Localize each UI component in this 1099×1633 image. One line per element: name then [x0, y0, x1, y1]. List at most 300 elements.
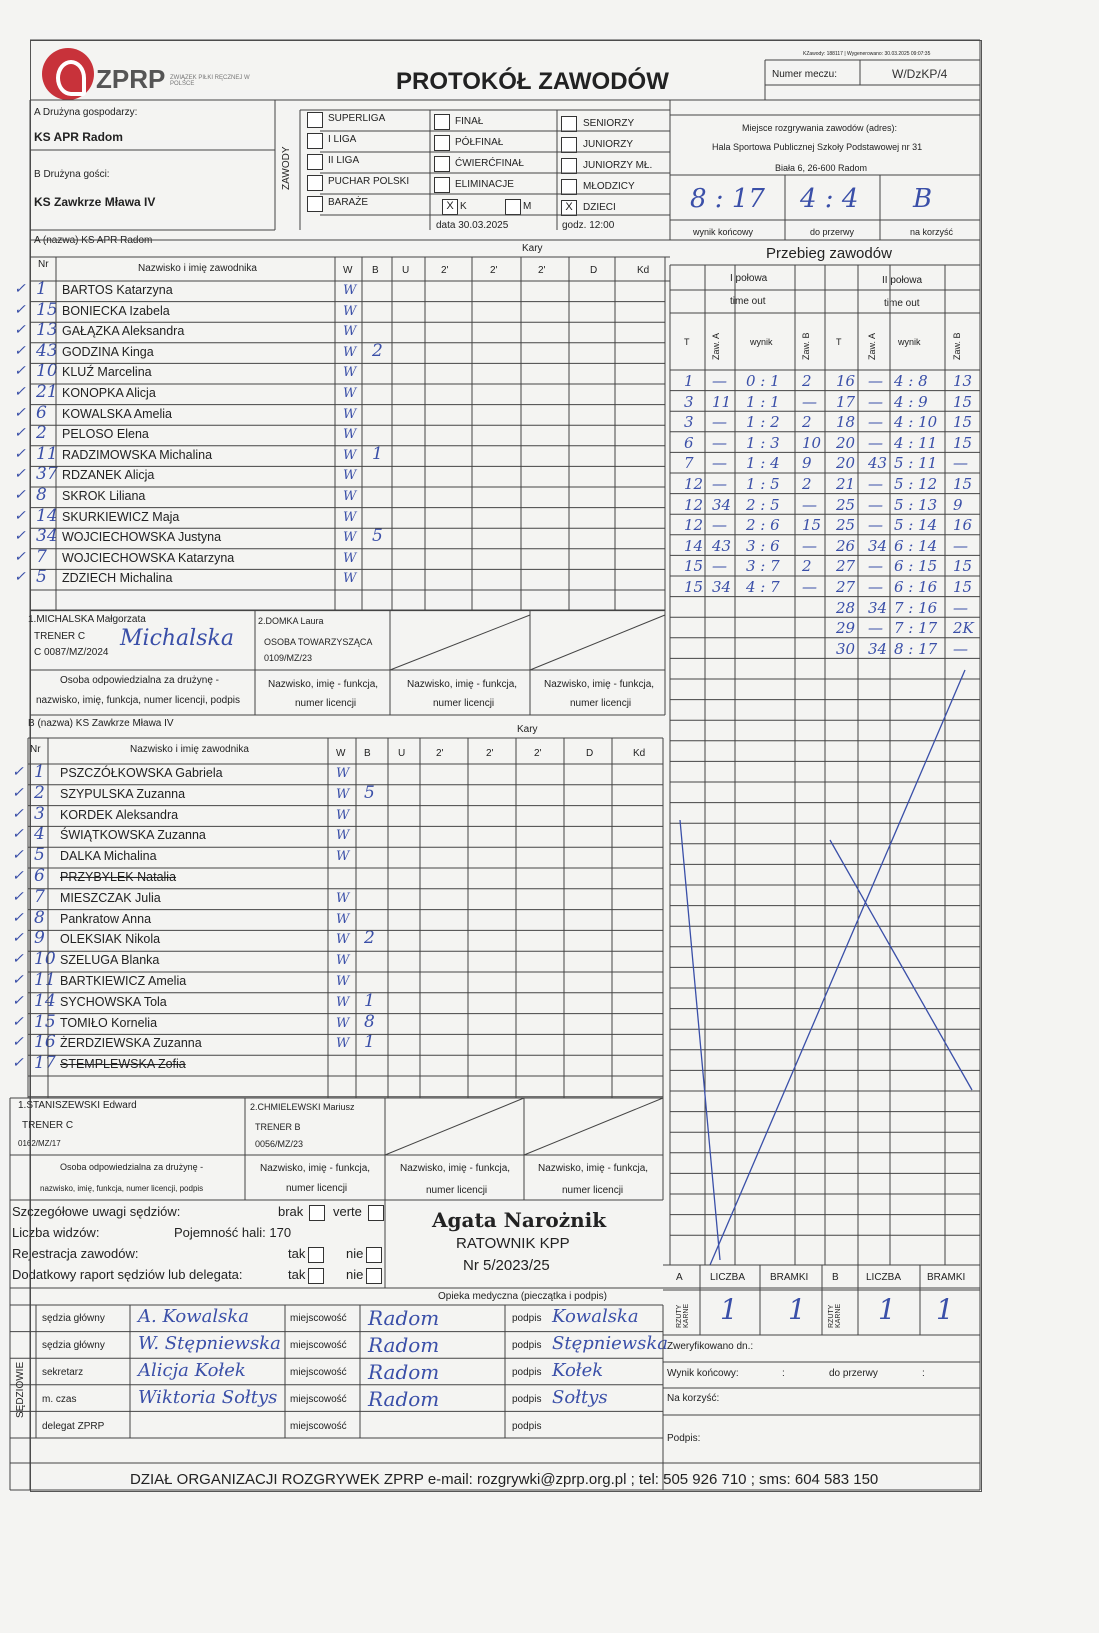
progress-cell-1-6: 4 : 9 [894, 392, 928, 411]
team_a-player-name-4: KLUŹ Marcelina [62, 365, 152, 380]
team_b-player-b-11: 1 [364, 990, 375, 1011]
referee-role-2: sekretarz [42, 1367, 84, 1378]
progress-cell-2-2: 1 : 2 [746, 413, 780, 432]
progress-col-header-0: T [684, 337, 690, 347]
progress-cell-11-7: — [953, 598, 968, 617]
team_b-check-12: ✓ [12, 1013, 24, 1030]
verified-half-label: do przerwy [829, 1368, 878, 1379]
registration-nie-label: nie [346, 1246, 364, 1261]
progress-cell-8-7: — [953, 536, 968, 555]
progress-cell-7-3: 15 [802, 516, 822, 535]
progress-cell-10-5: — [868, 578, 883, 596]
progress-cell-9-4: 27 [836, 557, 856, 576]
team_a-col-1: B [372, 265, 379, 276]
half1-label: I połowa [730, 273, 768, 284]
penalty-b-liczba-label: LICZBA [866, 1272, 902, 1283]
team_a-player-nr-10: 8 [36, 485, 47, 505]
progress-cell-3-4: 20 [836, 433, 856, 452]
team_a-player-nr-9: 37 [36, 464, 58, 485]
progress-cell-2-0: 3 [684, 413, 694, 432]
penalty-a-label: A [676, 1272, 683, 1283]
referee-name-1: W. Stępniewska [138, 1333, 281, 1354]
team_a-check-10: ✓ [14, 487, 26, 503]
team_b-player-w-0: W [336, 766, 350, 781]
team_b-check-9: ✓ [12, 951, 24, 968]
referee-sign-1: Stępniewska [552, 1333, 669, 1354]
page-title: PROTOKÓŁ ZAWODÓW [396, 68, 669, 95]
referee-sign-label-4: podpis [512, 1421, 542, 1432]
team_b-player-name-2: KORDEK Aleksandra [60, 807, 179, 822]
competition-col2-label-0: FINAŁ [455, 116, 484, 127]
progress-col-header-5: Zaw. A [867, 332, 877, 360]
team_a-player-nr-8: 11 [36, 443, 58, 464]
team-a-official1-role: TRENER C [34, 631, 86, 642]
host-label: A Drużyna gospodarzy: [34, 107, 138, 118]
team_b-player-b-12: 8 [364, 1011, 375, 1032]
final-score-label: wynik końcowy [693, 227, 754, 237]
team_b-player-nr-3: 4 [34, 824, 45, 845]
progress-cell-8-2: 3 : 6 [746, 536, 780, 555]
team_a-player-name-9: RDZANEK Alicja [62, 468, 155, 483]
progress-cell-10-7: 15 [953, 578, 973, 596]
team_b-check-2: ✓ [12, 805, 24, 822]
referee-place-2: Radom [368, 1360, 440, 1384]
guest-name: KS Zawkrze Mława IV [34, 195, 156, 209]
progress-cell-13-4: 30 [836, 639, 856, 658]
match-no: W/DzKP/4 [892, 67, 948, 81]
team_b-col-6: D [586, 748, 594, 759]
registration-tak-label: tak [288, 1246, 306, 1261]
progress-col-header-1: Zaw. A [711, 332, 721, 360]
referee-place-label-1: miejscowość [290, 1340, 347, 1351]
remarks-brak-label: brak [278, 1204, 304, 1219]
team-a-other-label-1: Nazwisko, imię - funkcja, [268, 679, 379, 690]
team_a-player-name-2: GAŁĄZKA Aleksandra [62, 324, 185, 339]
competition-col1-label-1: I LIGA [328, 134, 357, 145]
team_a-check-3: ✓ [14, 342, 26, 359]
progress-cell-9-6: 6 : 15 [894, 557, 938, 576]
progress-cell-10-6: 6 : 16 [894, 578, 938, 596]
team_b-player-nr-2: 3 [34, 803, 45, 824]
team_a-player-w-7: W [343, 427, 357, 443]
team_b-player-nr-0: 1 [34, 762, 45, 782]
logo-text: ZPRP [96, 64, 166, 94]
medic-number: Nr 5/2023/25 [463, 1257, 550, 1274]
progress-cell-7-7: 16 [953, 516, 973, 535]
verified-final-label: Wynik końcowy: [667, 1368, 739, 1379]
team-a-official1-signature: Michalska [120, 626, 234, 651]
team_b-check-6: ✓ [12, 888, 24, 905]
progress-cell-6-4: 25 [836, 495, 856, 514]
team_b-player-b-1: 5 [364, 782, 375, 803]
team_a-player-nr-14: 5 [36, 567, 47, 588]
progress-col-header-6: wynik [898, 337, 921, 347]
progress-cell-3-6: 4 : 11 [894, 433, 938, 452]
referees-vertical-label: SĘDZIOWIE [15, 1361, 26, 1418]
report-tak-label: tak [288, 1267, 306, 1282]
team_a-check-0: ✓ [14, 281, 26, 297]
team_a-player-name-13: WOJCIECHOWSKA Katarzyna [62, 550, 235, 565]
verified-half-colon: : [922, 1368, 925, 1379]
team_a-col-0: W [343, 265, 353, 276]
referee-name-0: A. Kowalska [138, 1306, 250, 1327]
team-b-name-label: Nazwisko i imię zawodnika [130, 744, 249, 755]
competition-k-checkbox[interactable]: X [442, 199, 458, 215]
team_a-player-w-8: W [343, 447, 357, 463]
progress-cell-10-0: 15 [684, 578, 704, 596]
team_a-player-nr-6: 6 [36, 402, 47, 423]
team_b-col-5: 2' [534, 748, 542, 759]
team_b-player-nr-6: 7 [34, 886, 45, 907]
progress-cell-6-3: — [802, 495, 817, 514]
timeout-label-1: time out [730, 296, 766, 307]
competition-col3-label-4: DZIECI [583, 202, 616, 213]
team_a-player-name-12: WOJCIECHOWSKA Justyna [62, 530, 222, 545]
team_a-player-w-3: W [343, 344, 357, 360]
referee-place-label-4: miejscowość [290, 1421, 347, 1432]
progress-cell-9-5: — [868, 557, 883, 576]
progress-cell-6-6: 5 : 13 [894, 495, 938, 514]
referee-place-label-0: miejscowość [290, 1313, 347, 1324]
penalty-a-bramki: 1 [788, 1293, 806, 1326]
team_b-col-3: 2' [436, 748, 444, 759]
progress-cell-2-6: 4 : 10 [894, 413, 938, 432]
progress-cell-5-2: 1 : 5 [746, 475, 780, 493]
team_a-player-b-3: 2 [372, 340, 383, 361]
team_a-player-nr-5: 21 [36, 382, 58, 402]
team-b-official1-name: 1.STANISZEWSKI Edward [18, 1100, 137, 1111]
referee-sign-3: Sołtys [552, 1387, 608, 1408]
team_a-player-name-6: KOWALSKA Amelia [62, 406, 172, 421]
winner-label: na korzyść [910, 227, 954, 237]
progress-cell-5-4: 21 [836, 475, 856, 493]
penalty-b-bramki: 1 [936, 1293, 954, 1326]
penalty-b-liczba: 1 [878, 1293, 896, 1326]
team_a-player-w-13: W [343, 550, 357, 566]
progress-cell-4-3: 9 [802, 454, 812, 473]
progress-cell-4-0: 7 [684, 454, 694, 473]
team-a-other-sub-1: numer licencji [295, 698, 357, 709]
progress-cell-11-4: 28 [836, 598, 856, 617]
team_b-player-nr-10: 11 [34, 970, 56, 990]
progress-cell-4-7: — [953, 454, 968, 473]
competition-m-label: M [523, 201, 532, 212]
progress-cell-3-7: 15 [953, 433, 973, 452]
team_b-player-name-3: ŚWIĄTKOWSKA Zuzanna [60, 828, 206, 843]
medic-role: RATOWNIK KPP [456, 1235, 570, 1252]
venue-label: Miejsce rozgrywania zawodów (adres): [742, 123, 898, 133]
footer: DZIAŁ ORGANIZACJI ROZGRYWEK ZPRP e-mail: rozgrywki@zprp.org.pl ; tel: 505 926 710 ; sms: 604 583 150 [130, 1471, 879, 1488]
team_b-player-nr-8: 9 [34, 928, 45, 949]
competition-k-label: K [460, 201, 467, 212]
progress-cell-0-4: 16 [836, 372, 856, 390]
progress-cell-10-4: 27 [836, 578, 856, 596]
progress-cell-5-0: 12 [684, 475, 704, 493]
team_b-player-name-5: PRZYBYLEK Natalia [60, 870, 177, 884]
team_b-check-13: ✓ [12, 1034, 24, 1051]
team_b-player-b-8: 2 [364, 928, 375, 949]
guest-label: B Drużyna gości: [34, 169, 110, 180]
team_a-check-13: ✓ [14, 548, 26, 565]
competition-col2-label-3: ELIMINACJE [455, 179, 514, 190]
competition-col3-label-0: SENIORZY [583, 118, 635, 129]
progress-cell-7-1: — [712, 516, 727, 535]
team-b-resp-label: Osoba odpowiedzialna za drużynę - [60, 1162, 204, 1172]
team_b-player-w-12: W [336, 1015, 350, 1031]
competition-col1-label-2: II LIGA [328, 155, 360, 166]
match-no-label: Numer meczu: [772, 69, 838, 80]
team-a-other-sub-3: numer licencji [570, 698, 632, 709]
team_b-check-5: ✓ [12, 868, 24, 884]
team_b-player-nr-5: 6 [34, 866, 45, 886]
progress-cell-8-4: 26 [836, 536, 856, 555]
progress-cell-12-6: 7 : 17 [894, 619, 938, 638]
referee-name-2: Alicja Kołek [138, 1360, 246, 1381]
verified-final-colon: : [782, 1368, 785, 1379]
progress-cell-10-1: 34 [712, 578, 732, 596]
verified-sign-label: Podpis: [667, 1433, 701, 1444]
team_b-player-name-13: ŻERDZIEWSKA Zuzanna [60, 1036, 202, 1051]
progress-cell-1-5: — [868, 392, 883, 411]
referee-role-1: sędzia główny [42, 1340, 105, 1351]
progress-cell-3-0: 6 [684, 433, 694, 452]
team-b-kary-label: Kary [517, 724, 538, 735]
progress-cell-12-5: — [868, 619, 883, 638]
team-b-official1-role: TRENER C [22, 1120, 74, 1131]
penalty-b-label: B [832, 1272, 839, 1283]
progress-cell-6-1: 34 [712, 495, 732, 514]
team_b-player-w-4: W [336, 849, 350, 865]
penalty-b-bramki-label: BRAMKI [927, 1272, 966, 1283]
progress-cell-1-2: 1 : 1 [746, 392, 780, 411]
referee-sign-label-2: podpis [512, 1367, 542, 1378]
competition-col1-label-0: SUPERLIGA [328, 113, 386, 124]
remarks-label: Szczegółowe uwagi sędziów: [12, 1204, 181, 1219]
progress-cell-9-0: 15 [684, 557, 704, 576]
team_b-player-name-7: Pankratow Anna [60, 911, 152, 926]
team_a-check-1: ✓ [14, 301, 26, 318]
team_a-player-nr-1: 15 [36, 299, 58, 320]
progress-cell-2-5: — [868, 413, 883, 432]
progress-cell-10-2: 4 : 7 [746, 578, 780, 596]
competition-col3-label-1: JUNIORZY [583, 139, 633, 150]
team_b-player-nr-7: 8 [34, 907, 45, 928]
referee-sign-2: Kołek [552, 1360, 604, 1381]
team-a-resp-sub: nazwisko, imię, funkcja, numer licencji, podpis [36, 695, 240, 706]
team_b-player-w-7: W [336, 911, 350, 927]
team_a-player-b-12: 5 [372, 526, 383, 547]
penalty-a-bramki-label: BRAMKI [770, 1272, 809, 1283]
team-b-other-sub-1: numer licencji [286, 1183, 348, 1194]
progress-cell-6-5: — [868, 495, 883, 514]
team-b-other-label-2: Nazwisko, imię - funkcja, [400, 1163, 511, 1174]
team-b-header: B (nazwa) KS Zawkrze Mława IV [28, 718, 174, 729]
progress-cell-4-4: 20 [836, 454, 856, 473]
half-score: 4 : 4 [800, 184, 859, 214]
referee-place-label-3: miejscowość [290, 1394, 347, 1405]
team_a-col-7: Kd [637, 265, 650, 276]
progress-cell-2-4: 18 [836, 413, 856, 432]
progress-cell-12-7: 2K [953, 619, 974, 638]
progress-cell-1-7: 15 [953, 392, 973, 411]
team_a-check-5: ✓ [14, 384, 26, 400]
progress-cell-7-5: — [868, 516, 883, 535]
penalty-a-liczba: 1 [720, 1293, 738, 1326]
team_a-player-nr-2: 13 [36, 320, 58, 341]
team_a-player-w-6: W [343, 406, 357, 422]
referee-place-1: Radom [368, 1333, 440, 1357]
verified-winner-label: Na korzyść: [667, 1393, 720, 1404]
spectators-label: Liczba widzów: [12, 1225, 100, 1240]
competition-col2-label-1: PÓŁFINAŁ [455, 137, 504, 148]
logo-subtitle: ZWIĄZEK PIŁKI RĘCZNEJ W POLSCE [170, 75, 250, 87]
team_a-check-2: ✓ [14, 322, 26, 339]
team_b-player-name-0: PSZCZÓŁKOWSKA Gabriela [60, 766, 223, 780]
progress-cell-10-3: — [802, 578, 817, 596]
zawody-vertical-label: ZAWODY [281, 146, 292, 190]
competition-col3-label-2: JUNIORZY MŁ. [583, 160, 653, 171]
progress-cell-8-5: 34 [868, 536, 888, 555]
progress-cell-5-3: 2 [802, 475, 812, 493]
team_b-player-b-13: 1 [364, 1032, 375, 1053]
progress-cell-7-0: 12 [684, 516, 704, 535]
team_a-player-name-0: BARTOS Katarzyna [62, 283, 173, 297]
competition-col2-label-2: ĆWIERĆFINAŁ [455, 158, 524, 169]
referee-place-label-2: miejscowość [290, 1367, 347, 1378]
progress-col-header-4: T [836, 337, 842, 347]
progress-cell-11-6: 7 : 16 [894, 598, 938, 617]
progress-cell-5-6: 5 : 12 [894, 475, 938, 493]
competition-col3-label-3: MŁODZICY [583, 181, 635, 192]
team_a-col-4: 2' [490, 265, 498, 276]
team_b-player-w-9: W [336, 953, 350, 969]
progress-cell-0-7: 13 [953, 372, 973, 390]
progress-title: Przebieg zawodów [766, 245, 892, 262]
progress-cell-3-2: 1 : 3 [746, 433, 780, 452]
verified-label: Zweryfikowano dn.: [667, 1341, 754, 1352]
team_b-player-nr-4: 5 [34, 845, 45, 866]
progress-cell-5-5: — [868, 475, 883, 493]
progress-col-header-3: Zaw. B [801, 332, 811, 360]
progress-cell-7-2: 2 : 6 [746, 516, 780, 535]
progress-cell-7-4: 25 [836, 516, 856, 535]
team_a-player-w-12: W [343, 530, 357, 546]
team-b-official2-name: 2.CHMIELEWSKI Mariusz [250, 1102, 355, 1112]
progress-cell-3-5: — [868, 433, 883, 452]
team_a-check-6: ✓ [14, 404, 26, 421]
team_a-player-name-5: KONOPKA Alicja [62, 386, 156, 400]
medical-label: Opieka medyczna (pieczątka i podpis) [438, 1291, 607, 1302]
progress-cell-3-3: 10 [802, 433, 822, 452]
team_a-player-w-2: W [343, 324, 357, 340]
team_a-player-nr-3: 43 [36, 340, 58, 361]
team-b-other-sub-3: numer licencji [562, 1185, 624, 1196]
team_b-player-nr-14: 17 [34, 1053, 56, 1074]
venue-line2: Biała 6, 26-600 Radom [775, 163, 868, 173]
medic-name: Agata Narożnik [432, 1208, 607, 1232]
team_b-player-name-4: DALKA Michalina [60, 849, 157, 864]
progress-cell-9-7: 15 [953, 557, 973, 576]
host-name: KS APR Radom [34, 130, 123, 144]
team-a-header: A (nazwa) KS APR Radom [34, 235, 153, 246]
team_b-player-nr-11: 14 [34, 990, 56, 1011]
progress-cell-4-2: 1 : 4 [746, 454, 780, 473]
team_a-player-nr-0: 1 [36, 279, 47, 299]
final-score: 8 : 17 [690, 184, 765, 214]
progress-cell-4-6: 5 : 11 [894, 454, 938, 473]
team_a-player-name-1: BONIECKA Izabela [62, 303, 170, 318]
team_b-player-w-8: W [336, 932, 350, 948]
progress-cell-12-4: 29 [836, 619, 856, 638]
team_a-player-nr-4: 10 [36, 361, 58, 382]
team-a-other-sub-2: numer licencji [433, 698, 495, 709]
progress-cell-9-3: 2 [802, 557, 812, 576]
remarks-verte-label: verte [333, 1204, 362, 1219]
team_b-player-w-13: W [336, 1036, 350, 1052]
progress-cell-1-0: 3 [684, 392, 694, 411]
team_a-player-name-3: GODZINA Kinga [62, 344, 154, 359]
team_a-player-nr-11: 14 [36, 505, 58, 526]
team_b-col-7: Kd [633, 748, 646, 759]
team-a-other-label-2: Nazwisko, imię - funkcja, [407, 679, 518, 690]
progress-cell-2-1: — [712, 413, 727, 432]
team_a-check-7: ✓ [14, 425, 26, 442]
progress-col-header-7: Zaw. B [952, 332, 962, 360]
team_b-check-3: ✓ [12, 826, 24, 843]
progress-cell-1-4: 17 [836, 392, 856, 411]
winner: B [913, 184, 933, 214]
team-a-resp-label: Osoba odpowiedzialna za drużynę - [60, 675, 219, 686]
progress-cell-13-5: 34 [868, 639, 888, 658]
half-score-label: do przerwy [810, 227, 855, 237]
team_b-player-w-6: W [336, 890, 350, 906]
team_b-player-name-10: BARTKIEWICZ Amelia [60, 974, 187, 988]
team_b-check-11: ✓ [12, 992, 24, 1009]
progress-cell-13-7: — [953, 639, 968, 658]
team_b-player-nr-1: 2 [34, 782, 45, 803]
team_a-player-w-10: W [343, 489, 357, 504]
competition-checkbox-col3-4[interactable]: X [561, 200, 577, 216]
team_b-check-14: ✓ [12, 1055, 24, 1072]
report-nie-label: nie [346, 1267, 364, 1282]
timestamp: KZawody: 188117 | Wygenerowano: 30.03.2025 09:07:35 [803, 51, 931, 57]
team_b-col-4: 2' [486, 748, 494, 759]
team-a-official1-licence: C 0087/MZ/2024 [34, 647, 109, 658]
team-b-official2-role: TRENER B [255, 1122, 301, 1132]
report-label: Dodatkowy raport sędziów lub delegata: [12, 1267, 243, 1282]
capacity: Pojemność hali: 170 [174, 1225, 292, 1240]
team_b-player-name-12: TOMIŁO Kornelia [60, 1015, 158, 1030]
team_b-check-0: ✓ [12, 764, 24, 780]
team_b-player-name-8: OLEKSIAK Nikola [60, 932, 161, 947]
progress-cell-1-1: 11 [712, 392, 732, 411]
progress-cell-4-1: — [712, 454, 727, 473]
progress-cell-5-7: 15 [953, 475, 973, 493]
team_a-player-w-0: W [343, 283, 357, 298]
team_b-player-w-3: W [336, 828, 350, 844]
progress-cell-13-6: 8 : 17 [894, 639, 938, 658]
half2-label: II połowa [882, 275, 923, 286]
date: data 30.03.2025 [436, 220, 509, 231]
team_b-player-w-11: W [336, 994, 350, 1010]
team_a-player-nr-12: 34 [36, 526, 58, 547]
team_a-player-w-14: W [343, 571, 357, 587]
team-a-official2-role: OSOBA TOWARZYSZĄCA [264, 637, 373, 647]
referee-sign-label-3: podpis [512, 1394, 542, 1405]
progress-cell-2-3: 2 [802, 413, 812, 432]
team_a-check-4: ✓ [14, 363, 26, 380]
referee-role-3: m. czas [42, 1394, 77, 1405]
